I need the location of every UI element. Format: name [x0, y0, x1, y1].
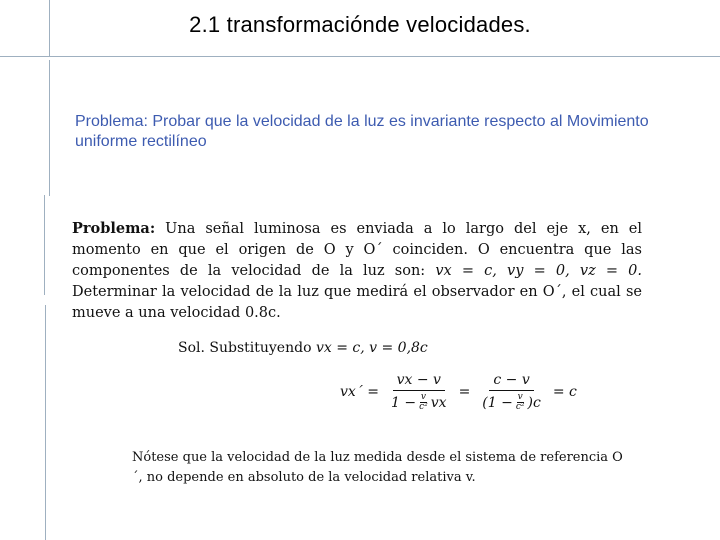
- problem-statement: [72, 218, 642, 324]
- fraction-one-den-a: 1 −: [391, 394, 417, 411]
- solution-line: [178, 340, 428, 356]
- fraction-one-small-den: c²: [419, 402, 428, 412]
- fraction-two-denominator: [478, 391, 545, 412]
- solution-substitution: vx = c, v = 0,8c: [315, 340, 428, 356]
- fraction-one-den-b: vx: [430, 394, 447, 411]
- fraction-one-small-frac: [419, 393, 428, 412]
- equation-mid-equals: =: [458, 384, 471, 400]
- fraction-two-den-a: (1 −: [482, 394, 513, 411]
- equation-rhs: = c: [552, 384, 577, 400]
- vertical-rule-mid: [49, 60, 50, 196]
- fraction-one-denominator: [387, 391, 451, 412]
- fraction-one-numerator: vx − v: [393, 372, 445, 391]
- problem-text-a: Una señal luminosa es enviada a lo largo del eje x, en el momento en que el origen de O y O´ coinciden. O encuentra que las componentes de la velocidad de la luz son:: [72, 221, 642, 279]
- problem-math-components: vx = c, vy = 0, vz = 0.: [435, 263, 642, 279]
- problem-label: Problema:: [72, 220, 156, 237]
- fraction-two-small-den: c²: [515, 402, 525, 412]
- conclusion-note: Nótese que la velocidad de la luz medida desde el sistema de referencia O´, no depende en absoluto de la velocidad relativa v.: [132, 450, 623, 485]
- fraction-two-small-num: v: [517, 392, 523, 402]
- fraction-two: [478, 372, 545, 412]
- title-divider: [0, 56, 720, 57]
- slide-subtitle: Problema: Probar que la velocidad de la luz es invariante respecto al Movimiento uniforme rectilíneo: [75, 113, 649, 150]
- fraction-one-small-num: v: [420, 392, 426, 402]
- equation-lhs: vx´ =: [340, 384, 379, 400]
- velocity-equation: [340, 372, 577, 412]
- solution-text: Sol. Substituyendo: [178, 340, 316, 356]
- fraction-two-numerator: c − v: [489, 372, 533, 391]
- problem-text-b: Determinar la velocidad de la luz que medirá el observador en O´, el cual se mueve a una velocidad 0.8c.: [72, 284, 642, 321]
- fraction-one: [387, 372, 451, 412]
- vertical-rule-bottom: [45, 305, 46, 540]
- fraction-two-small-frac: [516, 393, 525, 412]
- slide-title: 2.1 transformaciónde velocidades.: [189, 12, 531, 37]
- vertical-rule-left: [44, 195, 45, 295]
- fraction-two-den-b: )c: [527, 394, 541, 411]
